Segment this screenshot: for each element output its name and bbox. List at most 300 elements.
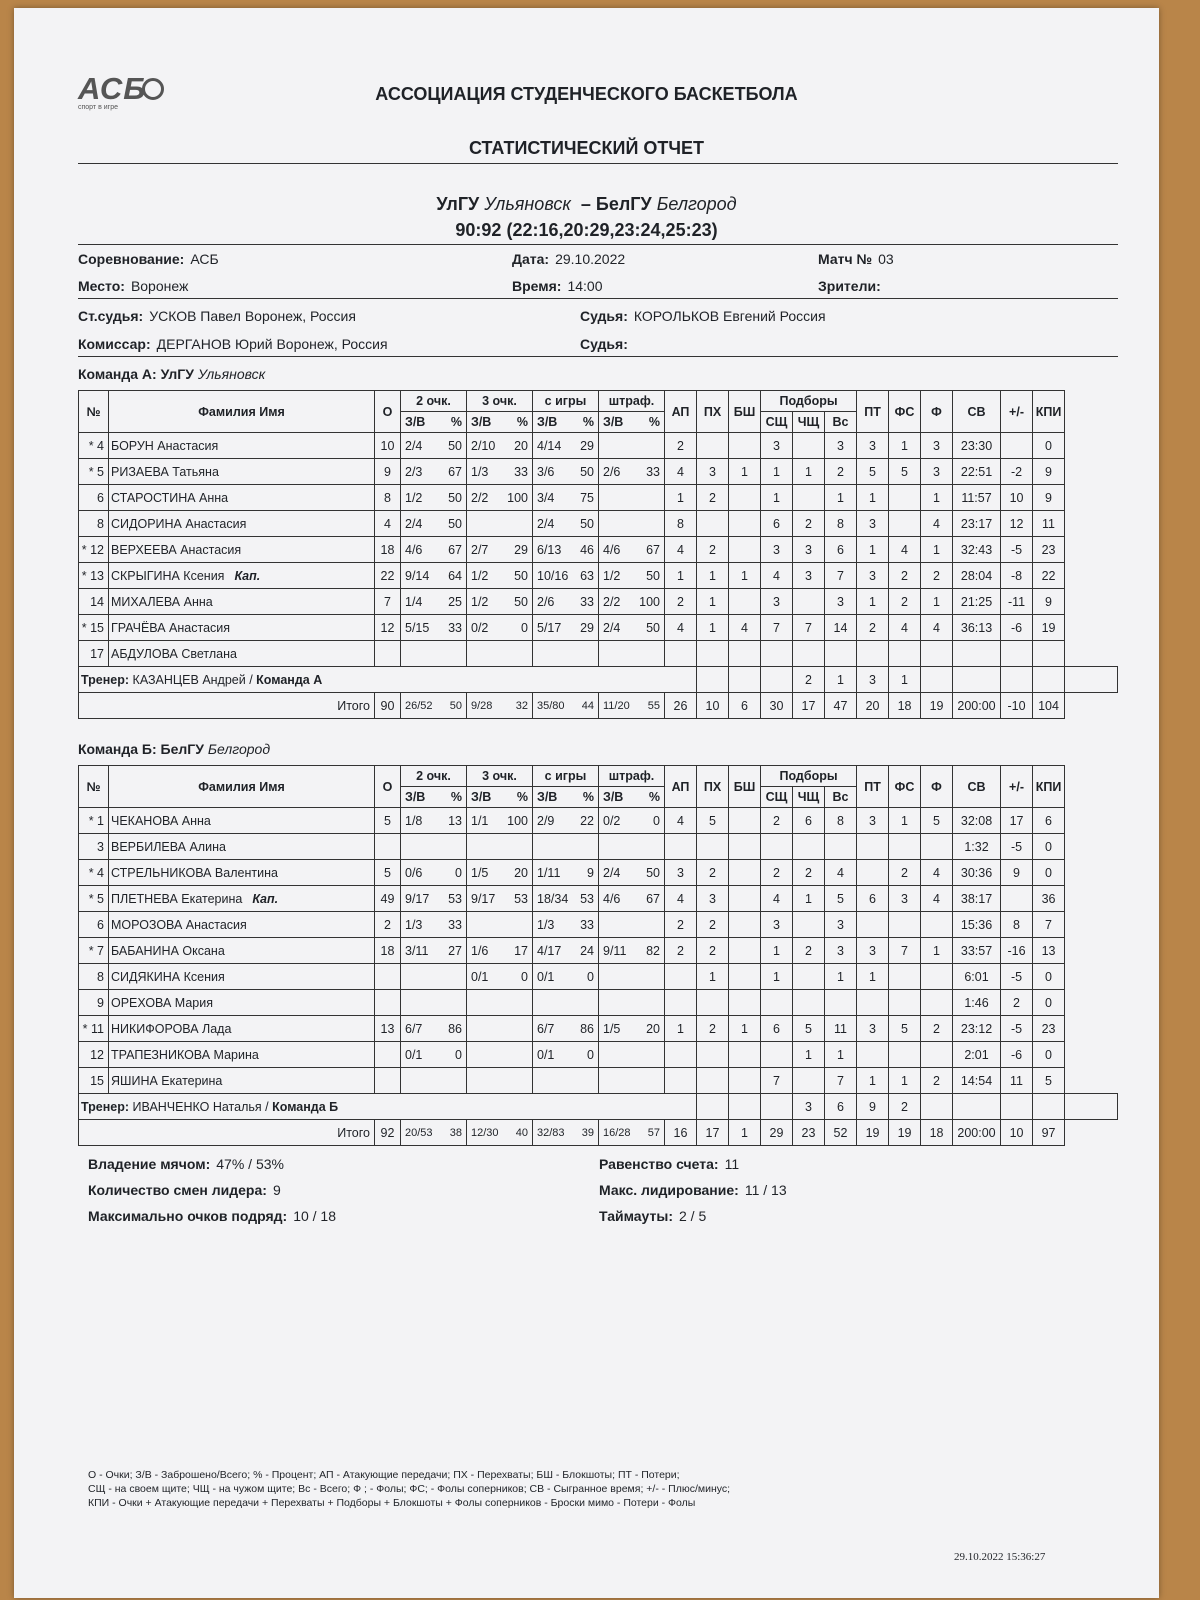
table-row bbox=[79, 886, 1118, 912]
table-header-row bbox=[79, 391, 1118, 412]
stat-cell: 0 bbox=[1033, 964, 1065, 990]
player-name: ЧЕКАНОВА Анна bbox=[109, 808, 375, 834]
stat-cell bbox=[729, 511, 761, 537]
shooting-cell: 4/6 67 bbox=[401, 537, 467, 563]
stat-cell: 1 bbox=[697, 964, 729, 990]
referee2-field: Судья: bbox=[580, 336, 628, 352]
stat-cell: 1 bbox=[793, 1042, 825, 1068]
player-number: 8 bbox=[79, 511, 109, 537]
shooting-cell: 9/28 32 bbox=[467, 693, 533, 719]
player-name: АБДУЛОВА Светлана bbox=[109, 641, 375, 667]
table-row bbox=[79, 938, 1118, 964]
shooting-cell bbox=[599, 964, 665, 990]
player-number: * 7 bbox=[79, 938, 109, 964]
stat-cell: 1 bbox=[921, 537, 953, 563]
stat-cell bbox=[793, 589, 825, 615]
stat-cell: 22 bbox=[1033, 563, 1065, 589]
table-row bbox=[79, 485, 1118, 511]
stat-cell: 2:01 bbox=[953, 1042, 1001, 1068]
stat-cell: 22:51 bbox=[953, 459, 1001, 485]
stat-cell: 9 bbox=[1033, 485, 1065, 511]
empty-cell bbox=[953, 667, 1001, 693]
stat-cell bbox=[729, 860, 761, 886]
stat-cell: 1 bbox=[729, 1016, 761, 1042]
shooting-cell: 4/6 67 bbox=[599, 886, 665, 912]
stat-cell bbox=[375, 1042, 401, 1068]
stat-cell: 4 bbox=[761, 886, 793, 912]
table-row bbox=[79, 808, 1118, 834]
stat-cell: 5 bbox=[889, 459, 921, 485]
col-header: О bbox=[375, 391, 401, 433]
stat-cell: 2 bbox=[697, 938, 729, 964]
player-number: 6 bbox=[79, 912, 109, 938]
shooting-cell: 1/3 33 bbox=[467, 459, 533, 485]
coach-row bbox=[79, 667, 1118, 693]
abbreviations-legend bbox=[88, 1468, 1088, 1510]
player-name: БАБАНИНА Оксана bbox=[109, 938, 375, 964]
stat-cell bbox=[793, 485, 825, 511]
player-number: 3 bbox=[79, 834, 109, 860]
stat-cell: 6:01 bbox=[953, 964, 1001, 990]
stat-cell bbox=[921, 834, 953, 860]
shooting-cell: 32/83 39 bbox=[533, 1120, 599, 1146]
stat-cell: 8 bbox=[1001, 912, 1033, 938]
player-name: СТРЕЛЬНИКОВА Валентина bbox=[109, 860, 375, 886]
shooting-cell bbox=[401, 834, 467, 860]
commissioner-field: Комиссар: ДЕРГАНОВ Юрий Воронеж, Россия bbox=[78, 336, 388, 352]
stat-cell: 1:46 bbox=[953, 990, 1001, 1016]
stat-cell: 6 bbox=[825, 1094, 857, 1120]
stat-cell bbox=[697, 990, 729, 1016]
shooting-cell bbox=[467, 912, 533, 938]
stat-cell bbox=[665, 964, 697, 990]
stat-cell: 3 bbox=[761, 537, 793, 563]
stat-cell: 3 bbox=[761, 589, 793, 615]
stat-cell: 2 bbox=[921, 563, 953, 589]
stat-cell: 28:04 bbox=[953, 563, 1001, 589]
stat-cell: 2 bbox=[889, 860, 921, 886]
player-number: 9 bbox=[79, 990, 109, 1016]
col-header: ФС bbox=[889, 766, 921, 808]
shooting-cell: 6/7 86 bbox=[533, 1016, 599, 1042]
player-number: * 13 bbox=[79, 563, 109, 589]
shooting-cell bbox=[467, 1016, 533, 1042]
col-header: ПТ bbox=[857, 391, 889, 433]
stat-cell: 3 bbox=[857, 938, 889, 964]
stat-cell: 3 bbox=[697, 459, 729, 485]
stat-cell: 104 bbox=[1033, 693, 1065, 719]
shooting-cell: 2/10 20 bbox=[467, 433, 533, 459]
stat-cell bbox=[921, 641, 953, 667]
stat-cell: 23 bbox=[1033, 537, 1065, 563]
stat-cell bbox=[729, 834, 761, 860]
stat-cell bbox=[729, 964, 761, 990]
stat-cell: 1 bbox=[729, 459, 761, 485]
player-name: МИХАЛЕВА Анна bbox=[109, 589, 375, 615]
shooting-cell: 18/34 53 bbox=[533, 886, 599, 912]
shooting-cell: 3/6 50 bbox=[533, 459, 599, 485]
player-number: 6 bbox=[79, 485, 109, 511]
col-header: СВ bbox=[953, 766, 1001, 808]
stat-cell: 13 bbox=[375, 1016, 401, 1042]
shooting-cell: 6/7 86 bbox=[401, 1016, 467, 1042]
stat-cell: 18 bbox=[889, 693, 921, 719]
shooting-cell: 16/28 57 bbox=[599, 1120, 665, 1146]
max-lead-field: Макс. лидирование: 11 / 13 bbox=[599, 1182, 787, 1198]
stat-cell: 1 bbox=[697, 563, 729, 589]
team-b-stats-table bbox=[78, 765, 1118, 1146]
col-header: АП bbox=[665, 391, 697, 433]
stat-cell: 9 bbox=[375, 459, 401, 485]
shooting-cell bbox=[533, 1068, 599, 1094]
player-name: МОРОЗОВА Анастасия bbox=[109, 912, 375, 938]
col-header: КПИ bbox=[1033, 766, 1065, 808]
empty-cell bbox=[697, 667, 729, 693]
competition-field: Соревнование: АСБ bbox=[78, 251, 219, 267]
stat-cell bbox=[857, 912, 889, 938]
total-row bbox=[79, 1120, 1118, 1146]
stat-cell: -5 bbox=[1001, 964, 1033, 990]
stat-cell: 4 bbox=[665, 537, 697, 563]
stat-cell: 23:12 bbox=[953, 1016, 1001, 1042]
stat-cell: 2 bbox=[697, 912, 729, 938]
stat-cell: 38:17 bbox=[953, 886, 1001, 912]
shooting-cell: 20/53 38 bbox=[401, 1120, 467, 1146]
table-header-row bbox=[79, 766, 1118, 787]
table-row bbox=[79, 537, 1118, 563]
stat-cell bbox=[825, 834, 857, 860]
col-header: ПХ bbox=[697, 391, 729, 433]
timeouts-field: Таймауты: 2 / 5 bbox=[599, 1208, 707, 1224]
shooting-cell bbox=[467, 641, 533, 667]
col-header: штраф. bbox=[599, 391, 665, 412]
player-name: ОРЕХОВА Мария bbox=[109, 990, 375, 1016]
stat-cell: 4 bbox=[665, 615, 697, 641]
stat-cell: 3 bbox=[761, 912, 793, 938]
stat-cell bbox=[857, 834, 889, 860]
stat-cell: 6 bbox=[825, 537, 857, 563]
stat-cell: 12 bbox=[375, 615, 401, 641]
stat-cell bbox=[1033, 641, 1065, 667]
stat-cell: 2 bbox=[793, 667, 825, 693]
shooting-cell: 26/52 50 bbox=[401, 693, 467, 719]
table-row bbox=[79, 1068, 1118, 1094]
shooting-cell: 6/13 46 bbox=[533, 537, 599, 563]
table-row bbox=[79, 641, 1118, 667]
shooting-cell bbox=[467, 990, 533, 1016]
stat-cell bbox=[921, 964, 953, 990]
stat-cell: 2 bbox=[1001, 990, 1033, 1016]
col-header: О bbox=[375, 766, 401, 808]
stat-cell bbox=[729, 1068, 761, 1094]
shooting-cell: 2/6 33 bbox=[599, 459, 665, 485]
stat-cell: 12 bbox=[1001, 511, 1033, 537]
shooting-cell: 9/11 82 bbox=[599, 938, 665, 964]
stat-cell bbox=[857, 641, 889, 667]
stat-cell: 10 bbox=[697, 693, 729, 719]
shooting-cell bbox=[599, 834, 665, 860]
stat-cell: 14:54 bbox=[953, 1068, 1001, 1094]
stat-cell bbox=[761, 834, 793, 860]
stat-cell: 2 bbox=[697, 485, 729, 511]
player-name: СИДЯКИНА Ксения bbox=[109, 964, 375, 990]
col-subheader: З/В % bbox=[599, 412, 665, 433]
shooting-cell: 11/20 55 bbox=[599, 693, 665, 719]
stat-cell bbox=[665, 641, 697, 667]
stat-cell bbox=[665, 1068, 697, 1094]
shooting-cell: 4/6 67 bbox=[599, 537, 665, 563]
stat-cell: 18 bbox=[375, 537, 401, 563]
stat-cell: 3 bbox=[665, 860, 697, 886]
shooting-cell: 9/14 64 bbox=[401, 563, 467, 589]
shooting-cell bbox=[599, 511, 665, 537]
stat-cell: 10 bbox=[375, 433, 401, 459]
player-number: * 5 bbox=[79, 886, 109, 912]
stat-cell: 1 bbox=[857, 537, 889, 563]
shooting-cell: 0/1 0 bbox=[533, 964, 599, 990]
stat-cell: 1 bbox=[857, 964, 889, 990]
player-name: ПЛЕТНЕВА Екатерина Кап. bbox=[109, 886, 375, 912]
shooting-cell bbox=[401, 1068, 467, 1094]
stat-cell: 6 bbox=[793, 808, 825, 834]
stat-cell: 3 bbox=[857, 667, 889, 693]
match-teams: УлГУ Ульяновск – БелГУ Белгород bbox=[436, 194, 737, 214]
table-row bbox=[79, 615, 1118, 641]
player-number: * 1 bbox=[79, 808, 109, 834]
match-number-field: Матч № 03 bbox=[818, 251, 894, 267]
player-number: * 4 bbox=[79, 433, 109, 459]
stat-cell: 1 bbox=[825, 485, 857, 511]
stat-cell: 5 bbox=[375, 860, 401, 886]
shooting-cell bbox=[599, 433, 665, 459]
stat-cell bbox=[697, 1068, 729, 1094]
player-name: СИДОРИНА Анастасия bbox=[109, 511, 375, 537]
stat-cell: 9 bbox=[1033, 589, 1065, 615]
stat-cell: 23:17 bbox=[953, 511, 1001, 537]
stat-cell bbox=[761, 641, 793, 667]
stat-cell: 2 bbox=[921, 1068, 953, 1094]
player-number: * 11 bbox=[79, 1016, 109, 1042]
shooting-cell: 0/1 0 bbox=[467, 964, 533, 990]
col-header: № bbox=[79, 391, 109, 433]
stat-cell: 47 bbox=[825, 693, 857, 719]
table-row bbox=[79, 964, 1118, 990]
shooting-cell bbox=[467, 1042, 533, 1068]
empty-cell bbox=[761, 667, 793, 693]
col-header: Вс bbox=[825, 787, 857, 808]
stat-cell bbox=[729, 485, 761, 511]
stat-cell: 2 bbox=[697, 1016, 729, 1042]
stat-cell: 1 bbox=[825, 964, 857, 990]
stat-cell bbox=[793, 1068, 825, 1094]
shooting-cell bbox=[467, 834, 533, 860]
stat-cell: 7 bbox=[825, 1068, 857, 1094]
stat-cell: 30:36 bbox=[953, 860, 1001, 886]
stat-cell bbox=[921, 912, 953, 938]
stat-cell: 6 bbox=[761, 1016, 793, 1042]
stat-cell bbox=[729, 1042, 761, 1068]
stat-cell: 0 bbox=[1033, 860, 1065, 886]
stat-cell: 3 bbox=[825, 433, 857, 459]
stat-cell: 1 bbox=[729, 563, 761, 589]
col-header: ЧЩ bbox=[793, 412, 825, 433]
shooting-cell: 1/6 17 bbox=[467, 938, 533, 964]
stat-cell: 1 bbox=[857, 1068, 889, 1094]
stat-cell: 1 bbox=[665, 563, 697, 589]
stat-cell: -8 bbox=[1001, 563, 1033, 589]
stat-cell: -6 bbox=[1001, 615, 1033, 641]
stat-cell: 36:13 bbox=[953, 615, 1001, 641]
stat-cell bbox=[889, 912, 921, 938]
stat-cell bbox=[729, 808, 761, 834]
table-row bbox=[79, 433, 1118, 459]
stat-cell: 3 bbox=[793, 1094, 825, 1120]
stat-cell: 6 bbox=[1033, 808, 1065, 834]
col-header: Подборы bbox=[761, 766, 857, 787]
col-header: СВ bbox=[953, 391, 1001, 433]
shooting-cell: 1/3 33 bbox=[533, 912, 599, 938]
empty-cell bbox=[1065, 667, 1118, 693]
stat-cell bbox=[889, 1042, 921, 1068]
shooting-cell: 5/17 29 bbox=[533, 615, 599, 641]
stat-cell bbox=[953, 641, 1001, 667]
stat-cell: 11 bbox=[1001, 1068, 1033, 1094]
col-header: ПТ bbox=[857, 766, 889, 808]
stat-cell: 2 bbox=[665, 912, 697, 938]
stat-cell: 8 bbox=[665, 511, 697, 537]
shooting-cell: 1/2 50 bbox=[599, 563, 665, 589]
stat-cell bbox=[697, 1042, 729, 1068]
logo-subtitle: спорт в игре bbox=[78, 104, 118, 111]
shooting-cell bbox=[599, 485, 665, 511]
possession-field: Владение мячом: 47% / 53% bbox=[88, 1156, 284, 1172]
player-name: ГРАЧЁВА Анастасия bbox=[109, 615, 375, 641]
stat-cell bbox=[857, 1042, 889, 1068]
col-header: ЧЩ bbox=[793, 787, 825, 808]
stat-cell: 1 bbox=[729, 1120, 761, 1146]
stat-cell: 32:08 bbox=[953, 808, 1001, 834]
table-row bbox=[79, 459, 1118, 485]
stat-cell: 0 bbox=[1033, 990, 1065, 1016]
empty-cell bbox=[1001, 667, 1033, 693]
stat-cell bbox=[665, 834, 697, 860]
total-label: Итого bbox=[79, 1120, 375, 1146]
player-name: ТРАПЕЗНИКОВА Марина bbox=[109, 1042, 375, 1068]
stat-cell: -6 bbox=[1001, 1042, 1033, 1068]
col-header: +/- bbox=[1001, 391, 1033, 433]
stat-cell: 4 bbox=[921, 615, 953, 641]
col-header: № bbox=[79, 766, 109, 808]
ties-field: Равенство счета: 11 bbox=[599, 1156, 740, 1172]
total-row bbox=[79, 693, 1118, 719]
stat-cell: 9 bbox=[857, 1094, 889, 1120]
stat-cell: 5 bbox=[889, 1016, 921, 1042]
stat-cell: 3 bbox=[857, 511, 889, 537]
stat-cell: -5 bbox=[1001, 834, 1033, 860]
shooting-cell bbox=[533, 990, 599, 1016]
player-name: ВЕРХЕЕВА Анастасия bbox=[109, 537, 375, 563]
col-header: АП bbox=[665, 766, 697, 808]
stat-cell: 33:57 bbox=[953, 938, 1001, 964]
stat-cell bbox=[375, 964, 401, 990]
stat-cell: 2 bbox=[793, 511, 825, 537]
stat-cell: 5 bbox=[921, 808, 953, 834]
col-header: 2 очк. bbox=[401, 391, 467, 412]
stat-cell: 5 bbox=[825, 886, 857, 912]
team-a-stats-table bbox=[78, 390, 1118, 719]
stat-cell: 3 bbox=[825, 938, 857, 964]
stat-cell: 1 bbox=[889, 433, 921, 459]
stat-cell bbox=[889, 641, 921, 667]
stat-cell: 9 bbox=[1001, 860, 1033, 886]
coach-row bbox=[79, 1094, 1118, 1120]
coach-cell: Тренер: КАЗАНЦЕВ Андрей / Команда А bbox=[79, 667, 697, 693]
stat-cell: 3 bbox=[921, 459, 953, 485]
stat-cell: 6 bbox=[729, 693, 761, 719]
empty-cell bbox=[697, 1094, 729, 1120]
stat-cell: 11:57 bbox=[953, 485, 1001, 511]
stat-cell: 3 bbox=[889, 886, 921, 912]
stat-cell: 1 bbox=[921, 589, 953, 615]
stat-cell bbox=[889, 511, 921, 537]
stat-cell: 6 bbox=[857, 886, 889, 912]
stat-cell: 0 bbox=[1033, 433, 1065, 459]
stat-cell: 15:36 bbox=[953, 912, 1001, 938]
referee-field: Судья: КОРОЛЬКОВ Евгений Россия bbox=[580, 308, 826, 324]
stat-cell: 2 bbox=[857, 615, 889, 641]
stat-cell: 4 bbox=[665, 459, 697, 485]
stat-cell: 18 bbox=[921, 1120, 953, 1146]
divider bbox=[78, 356, 1118, 357]
stat-cell: 97 bbox=[1033, 1120, 1065, 1146]
shooting-cell: 1/5 20 bbox=[599, 1016, 665, 1042]
stat-cell: -5 bbox=[1001, 537, 1033, 563]
stat-cell: 4 bbox=[729, 615, 761, 641]
shooting-cell: 0/6 0 bbox=[401, 860, 467, 886]
legend-line: КПИ - Очки + Атакующие передачи + Перехваты + Подборы + Блокшоты + Фолы соперников - Броски мимо - Потери - Фолы bbox=[88, 1497, 696, 1509]
stat-cell: 3 bbox=[921, 433, 953, 459]
stat-cell: 23 bbox=[1033, 1016, 1065, 1042]
col-header: ПХ bbox=[697, 766, 729, 808]
stat-cell: 22 bbox=[375, 563, 401, 589]
player-name: РИЗАЕВА Татьяна bbox=[109, 459, 375, 485]
total-label: Итого bbox=[79, 693, 375, 719]
place-field: Место: Воронеж bbox=[78, 278, 189, 294]
empty-cell bbox=[761, 1094, 793, 1120]
stat-cell: 19 bbox=[1033, 615, 1065, 641]
shooting-cell: 1/1 100 bbox=[467, 808, 533, 834]
stat-cell bbox=[793, 964, 825, 990]
stat-cell: 2 bbox=[665, 433, 697, 459]
stat-cell: 23 bbox=[793, 1120, 825, 1146]
stat-cell: 17 bbox=[793, 693, 825, 719]
stat-cell: 5 bbox=[697, 808, 729, 834]
stat-cell bbox=[825, 990, 857, 1016]
team-b-title: Команда Б: БелГУ Белгород bbox=[78, 741, 271, 757]
shooting-cell bbox=[467, 511, 533, 537]
stat-cell: 90 bbox=[375, 693, 401, 719]
stat-cell: 1 bbox=[921, 485, 953, 511]
col-header: с игры bbox=[533, 766, 599, 787]
empty-cell bbox=[1001, 1094, 1033, 1120]
shooting-cell: 2/3 67 bbox=[401, 459, 467, 485]
table-row bbox=[79, 1042, 1118, 1068]
table-row bbox=[79, 589, 1118, 615]
shooting-cell: 1/2 50 bbox=[401, 485, 467, 511]
stat-cell: 1 bbox=[889, 808, 921, 834]
player-number: * 12 bbox=[79, 537, 109, 563]
stat-cell: 7 bbox=[889, 938, 921, 964]
